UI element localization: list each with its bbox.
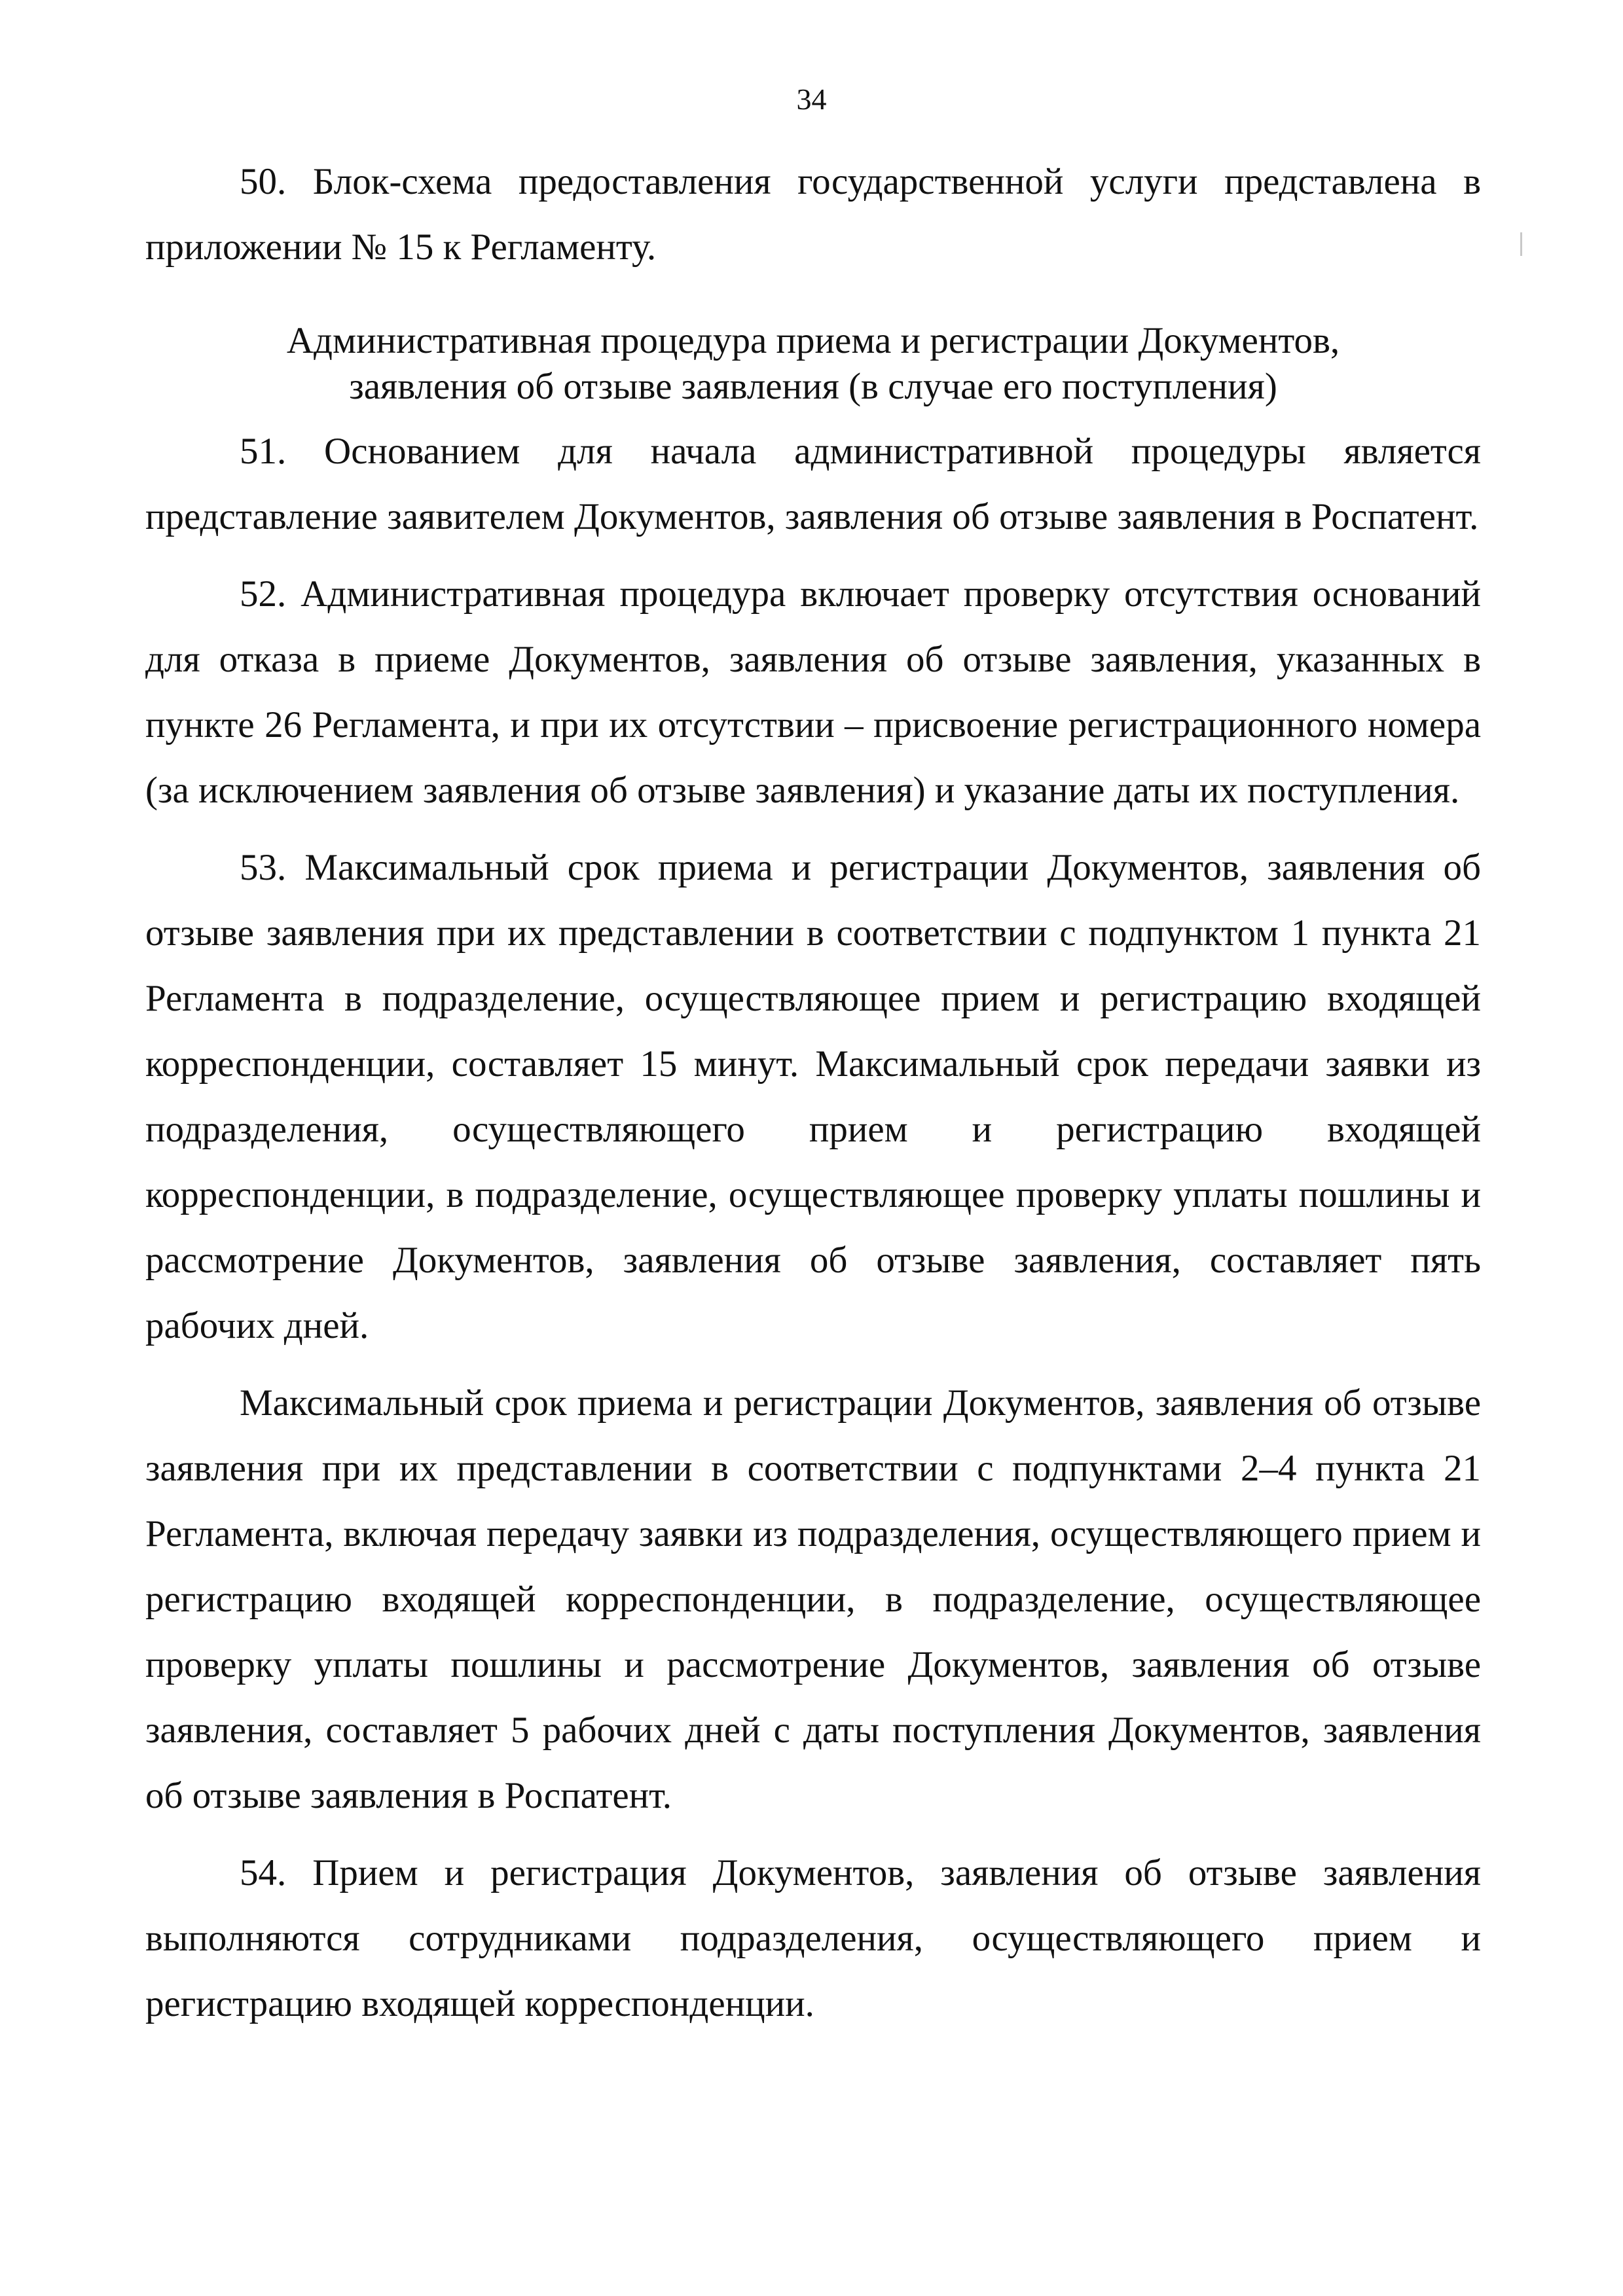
paragraph-50: 50. Блок-схема предоставления государственной услуги представлена в приложении № 15 к Регламенту. xyxy=(145,161,1481,268)
document-body xyxy=(145,149,1481,2037)
paragraph-54: 54. Прием и регистрация Документов, заявления об отзыве заявления выполняются сотрудниками подразделения, осуществляющего прием и регистрацию входящей корреспонденции. xyxy=(145,1852,1481,2024)
paragraph-53: 53. Максимальный срок приема и регистрации Документов, заявления об отзыве заявления при их представлении в соответствии с подпунктом 1 пункта 21 Регламента в подразделение, осуществляющее прием и регистрацию входящей корреспонденции, составляет 15 минут. Максимальный срок передачи заявки из подразделения, осуществляющего прием и регистрацию входящей корреспонденции, в подразделение, осуществляющее проверку уплаты пошлины и рассмотрение Документов, заявления об отзыве заявления, составляет пять рабочих дней. xyxy=(145,847,1481,1346)
paragraph-51: 51. Основанием для начала административной процедуры является представление заявителем Документов, заявления об отзыве заявления в Роспатент. xyxy=(145,431,1481,537)
section-heading-line-1: Административная процедура приема и регистрации Документов, xyxy=(286,320,1340,361)
scan-artifact-mark xyxy=(1520,232,1522,256)
section-heading xyxy=(145,318,1481,410)
paragraph-53-continued: Максимальный срок приема и регистрации Документов, заявления об отзыве заявления при их представлении в соответствии с подпунктами 2–4 пункта 21 Регламента, включая передачу заявки из подразделения, осуществляющего прием и регистрацию входящей корреспонденции, в подразделение, осуществляющее проверку уплаты пошлины и рассмотрение Документов, заявления об отзыве заявления, составляет 5 рабочих дней с даты поступления Документов, заявления об отзыве заявления в Роспатент. xyxy=(145,1382,1481,1816)
section-heading-line-2: заявления об отзыве заявления (в случае его поступления) xyxy=(349,366,1277,407)
page-number: 34 xyxy=(796,82,827,116)
paragraph-52: 52. Административная процедура включает проверку отсутствия оснований для отказа в приеме Документов, заявления об отзыве заявления, указанных в пункте 26 Регламента, и при их отсутствии – присвоение регистрационного номера (за исключением заявления об отзыве заявления) и указание даты их поступления. xyxy=(145,573,1481,811)
